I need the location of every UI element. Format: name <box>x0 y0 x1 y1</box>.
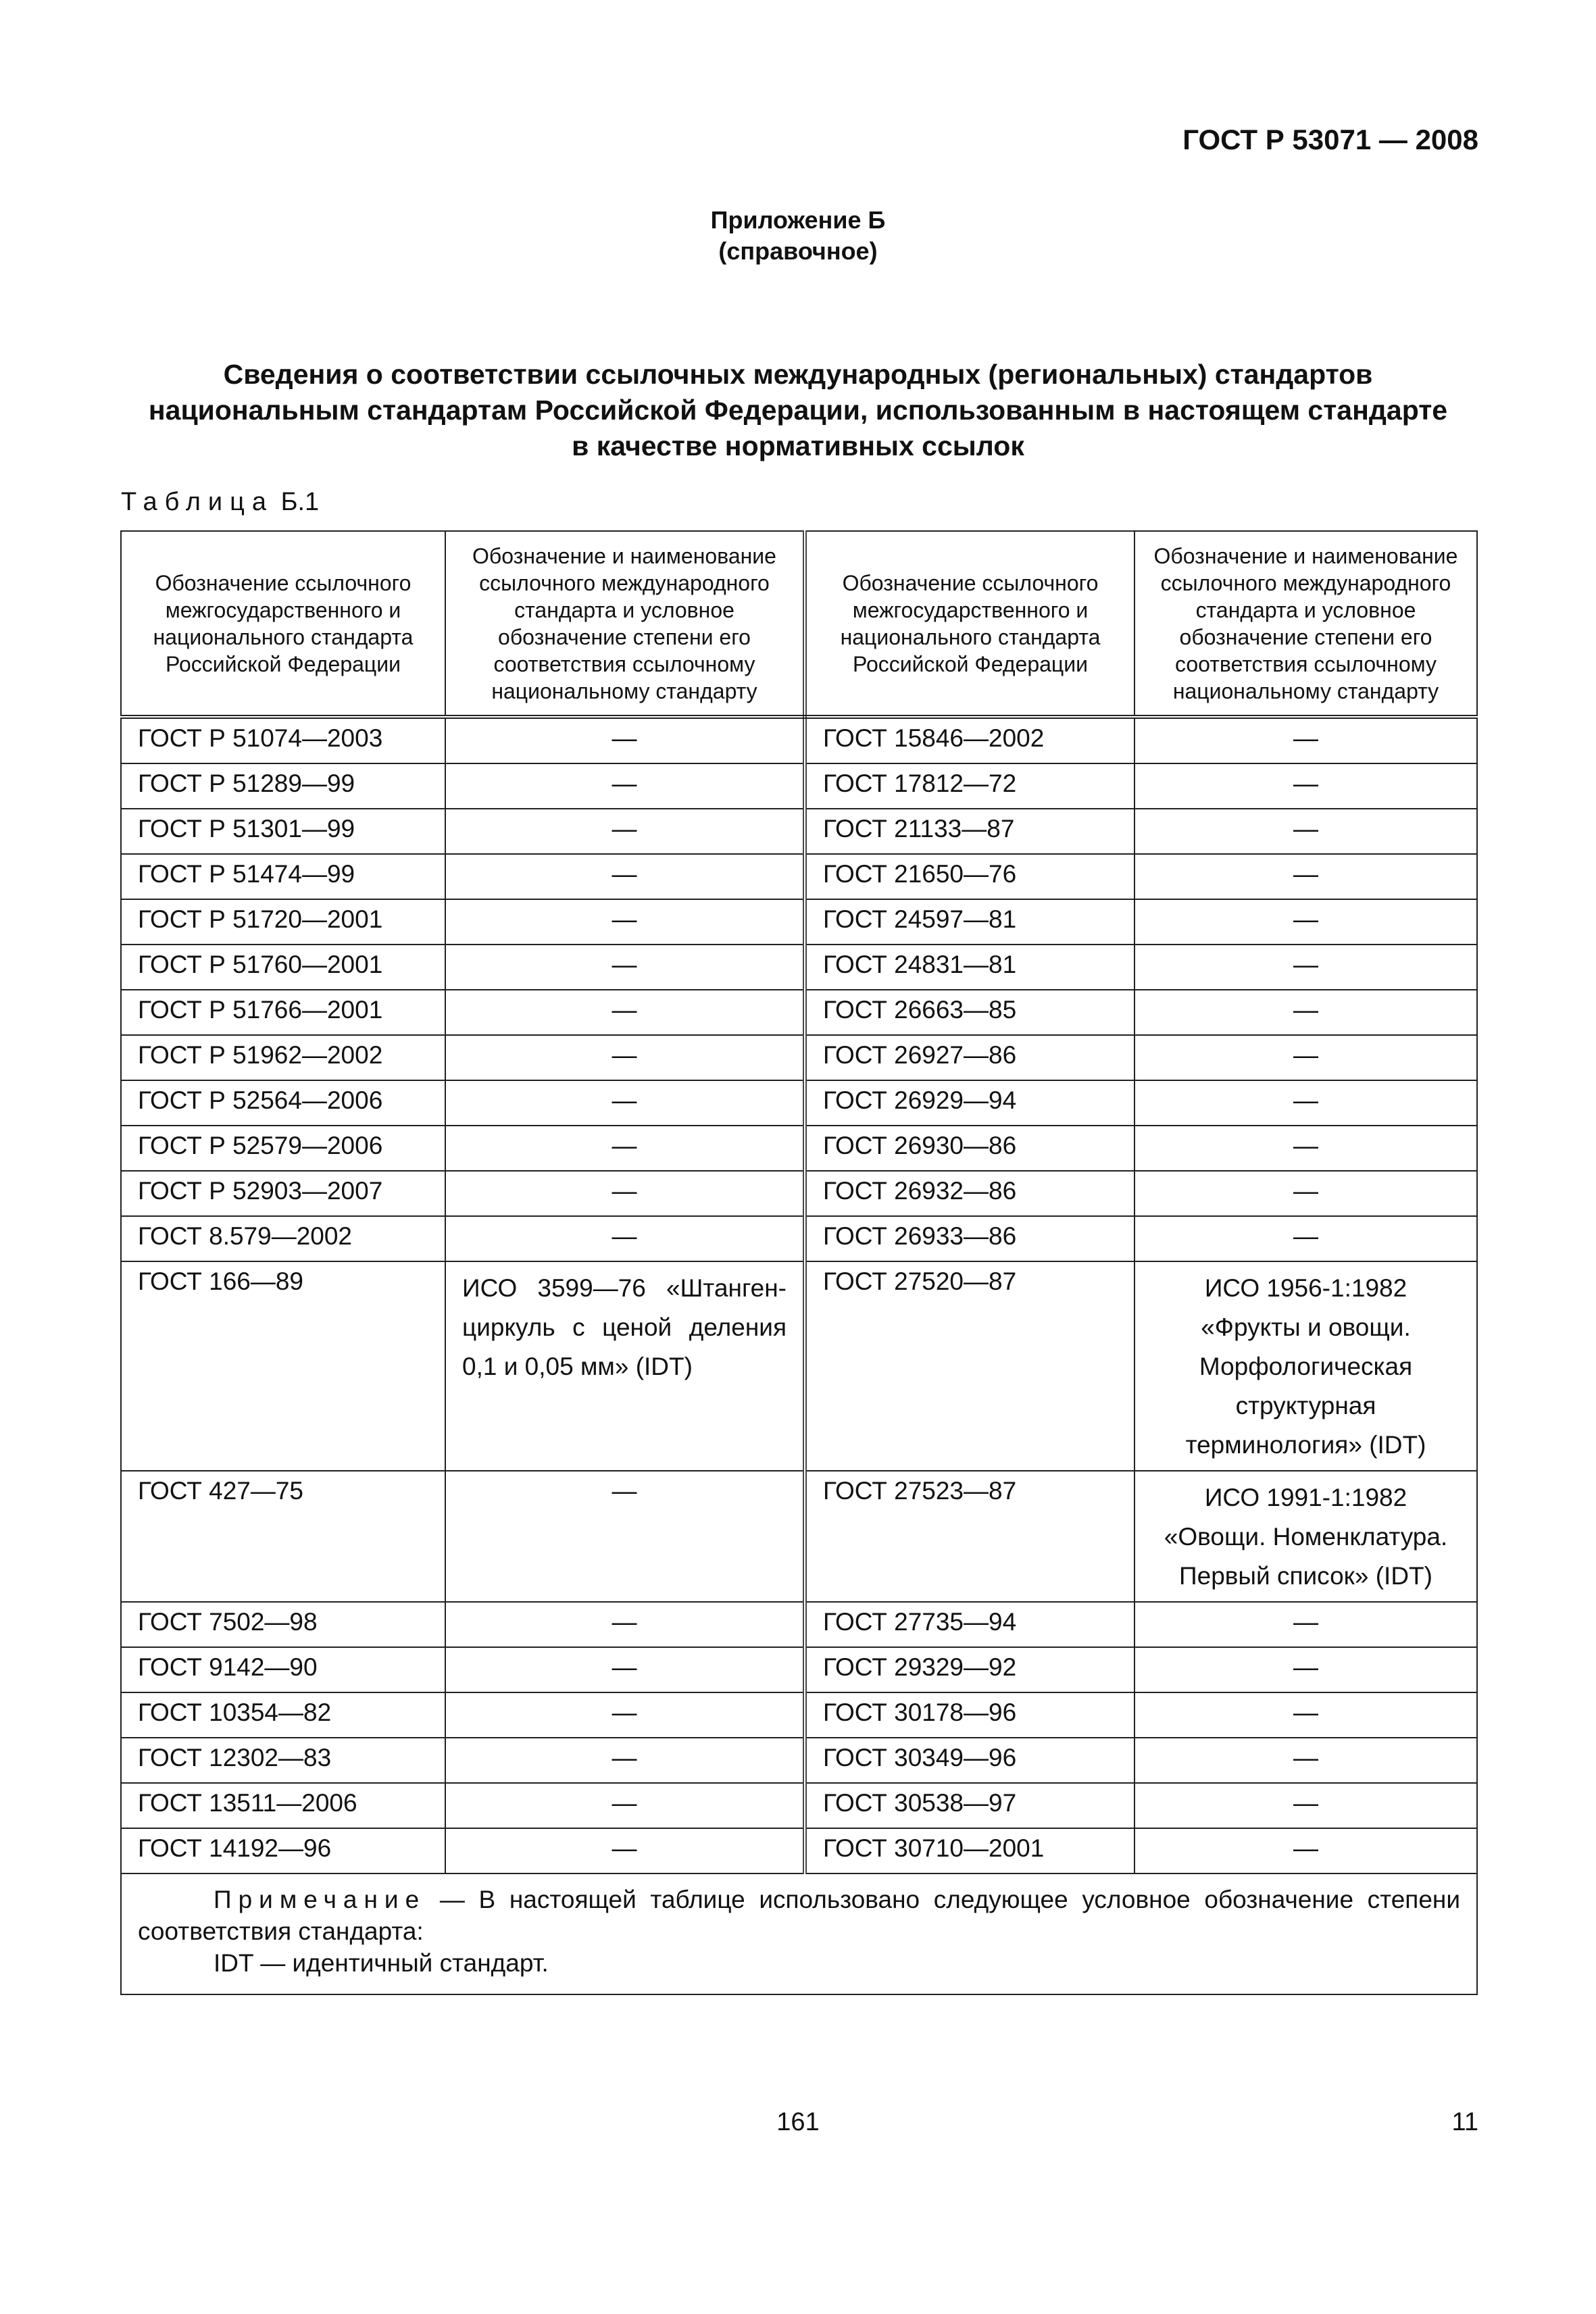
standard-code-cell: ГОСТ 166—89 <box>121 1261 445 1471</box>
table-row <box>121 899 1477 945</box>
table-row <box>121 1828 1477 1873</box>
table-row <box>121 1692 1477 1738</box>
standard-code-cell: ГОСТ 26927—86 <box>805 1035 1134 1080</box>
standard-code-cell: ГОСТ Р 51474—99 <box>121 854 445 899</box>
table-row <box>121 1080 1477 1126</box>
international-standard-cell: — <box>445 717 805 763</box>
table-header-row <box>121 531 1477 717</box>
international-standard-cell: ИСО 3599—76 «Штанген-циркуль с ценой деления 0,1 и 0,05 мм» (IDT) <box>445 1261 805 1471</box>
standard-code-cell: ГОСТ 24597—81 <box>805 899 1134 945</box>
header-cell: Обозначение и наименование ссылочного международного стандарта и условное обозначение степени его соответствия ссылочному национальному стандарту <box>1134 531 1477 717</box>
standard-code-cell: ГОСТ Р 51962—2002 <box>121 1035 445 1080</box>
note-heading: Примечание <box>214 1886 426 1913</box>
standard-code-cell: ГОСТ 30349—96 <box>805 1738 1134 1783</box>
section-title <box>122 357 1474 464</box>
table-row <box>121 1171 1477 1216</box>
table-row <box>121 1647 1477 1692</box>
international-standard-cell: — <box>1134 854 1477 899</box>
standard-code-cell: ГОСТ 27735—94 <box>805 1602 1134 1647</box>
standard-code-cell: ГОСТ 9142—90 <box>121 1647 445 1692</box>
table-row <box>121 1216 1477 1261</box>
international-standard-cell: — <box>1134 1783 1477 1828</box>
table-row <box>121 1738 1477 1783</box>
international-standard-cell: — <box>445 854 805 899</box>
international-standard-cell: ИСО 1991-1:1982 «Овощи. Номенклатура. Первый список» (IDT) <box>1134 1471 1477 1602</box>
international-standard-cell: — <box>1134 1171 1477 1216</box>
note-text: — В настоящей таблице использовано следующее условное обозначение степени соответствия стандарта: <box>138 1886 1461 1945</box>
table-caption <box>121 488 319 517</box>
table-row <box>121 1126 1477 1171</box>
table-row <box>121 1471 1477 1602</box>
table-row <box>121 717 1477 763</box>
international-standard-cell: — <box>1134 945 1477 990</box>
page-number-right: 11 <box>1451 2108 1478 2136</box>
standard-code-cell: ГОСТ 27520—87 <box>805 1261 1134 1471</box>
international-standard-cell: — <box>445 899 805 945</box>
international-standard-cell: — <box>1134 1216 1477 1261</box>
standard-code-cell: ГОСТ 12302—83 <box>121 1738 445 1783</box>
standard-code-cell: ГОСТ 17812—72 <box>805 763 1134 809</box>
table-row <box>121 1602 1477 1647</box>
standard-code-cell: ГОСТ 427—75 <box>121 1471 445 1602</box>
standard-code-cell: ГОСТ 26930—86 <box>805 1126 1134 1171</box>
table-row <box>121 1035 1477 1080</box>
title-line-3: в качестве нормативных ссылок <box>572 430 1024 461</box>
international-standard-cell: — <box>1134 809 1477 854</box>
standard-code-cell: ГОСТ 13511—2006 <box>121 1783 445 1828</box>
standards-table <box>120 530 1478 1995</box>
international-standard-cell: — <box>445 809 805 854</box>
standard-code-cell: ГОСТ Р 51289—99 <box>121 763 445 809</box>
international-standard-cell: — <box>445 1216 805 1261</box>
appendix-type: (справочное) <box>718 237 878 265</box>
table-row <box>121 1783 1477 1828</box>
appendix-heading <box>0 205 1596 267</box>
standard-code-cell: ГОСТ Р 52564—2006 <box>121 1080 445 1126</box>
international-standard-cell: — <box>445 1035 805 1080</box>
international-standard-cell: — <box>1134 1738 1477 1783</box>
standard-code-cell: ГОСТ Р 51720—2001 <box>121 899 445 945</box>
standard-code-cell: ГОСТ Р 51301—99 <box>121 809 445 854</box>
standard-code-cell: ГОСТ 10354—82 <box>121 1692 445 1738</box>
table-note-row <box>121 1873 1477 1994</box>
standard-code-cell: ГОСТ 30710—2001 <box>805 1828 1134 1873</box>
appendix-title: Приложение Б <box>710 206 886 234</box>
page-number-center: 161 <box>776 2108 820 2136</box>
table-row <box>121 854 1477 899</box>
standard-code-cell: ГОСТ 15846—2002 <box>805 717 1134 763</box>
international-standard-cell: — <box>445 1828 805 1873</box>
table-caption-word: Таблица <box>121 488 274 516</box>
international-standard-cell: — <box>1134 1647 1477 1692</box>
international-standard-cell: — <box>445 1080 805 1126</box>
table-row <box>121 763 1477 809</box>
standard-code-cell: ГОСТ 30538—97 <box>805 1783 1134 1828</box>
standard-code-cell: ГОСТ 26933—86 <box>805 1216 1134 1261</box>
international-standard-cell: — <box>1134 1692 1477 1738</box>
international-standard-cell: — <box>1134 1035 1477 1080</box>
international-standard-cell: — <box>445 1126 805 1171</box>
standard-code-cell: ГОСТ 21133—87 <box>805 809 1134 854</box>
table-note <box>121 1873 1477 1994</box>
international-standard-cell: — <box>1134 717 1477 763</box>
standard-code-cell: ГОСТ 8.579—2002 <box>121 1216 445 1261</box>
international-standard-cell: — <box>445 1647 805 1692</box>
title-line-2: национальным стандартам Российской Федерации, использованным в настоящем стандарте <box>148 395 1448 426</box>
international-standard-cell: — <box>445 990 805 1035</box>
table-row <box>121 990 1477 1035</box>
document-code: ГОСТ Р 53071 — 2008 <box>1182 124 1478 155</box>
international-standard-cell: — <box>1134 990 1477 1035</box>
standard-code-cell: ГОСТ 30178—96 <box>805 1692 1134 1738</box>
standard-code-cell: ГОСТ 27523—87 <box>805 1471 1134 1602</box>
table-row <box>121 809 1477 854</box>
note-definition: IDT — идентичный стандарт. <box>214 1949 549 1977</box>
standard-code-cell: ГОСТ Р 51760—2001 <box>121 945 445 990</box>
international-standard-cell: — <box>445 763 805 809</box>
international-standard-cell: — <box>1134 1080 1477 1126</box>
international-standard-cell: — <box>445 1783 805 1828</box>
standard-code-cell: ГОСТ 24831—81 <box>805 945 1134 990</box>
international-standard-cell: — <box>1134 1828 1477 1873</box>
international-standard-cell: ИСО 1956-1:1982 «Фрукты и овощи. Морфологическая структурная терминология» (IDT) <box>1134 1261 1477 1471</box>
international-standard-cell: — <box>1134 763 1477 809</box>
table-caption-number: Б.1 <box>280 488 320 516</box>
international-standard-cell: — <box>445 1692 805 1738</box>
standard-code-cell: ГОСТ 26663—85 <box>805 990 1134 1035</box>
standard-code-cell: ГОСТ 7502—98 <box>121 1602 445 1647</box>
standard-code-cell: ГОСТ Р 51766—2001 <box>121 990 445 1035</box>
header-cell: Обозначение и наименование ссылочного международного стандарта и условное обозначение степени его соответствия ссылочному национальному стандарту <box>445 531 805 717</box>
international-standard-cell: — <box>445 1471 805 1602</box>
table-row <box>121 945 1477 990</box>
header-cell: Обозначение ссылочного межгосударственного и национального стандарта Российской Федерации <box>805 531 1134 717</box>
standard-code-cell: ГОСТ 26932—86 <box>805 1171 1134 1216</box>
international-standard-cell: — <box>445 1171 805 1216</box>
international-standard-cell: — <box>1134 1602 1477 1647</box>
international-standard-cell: — <box>445 945 805 990</box>
international-standard-cell: — <box>1134 1126 1477 1171</box>
standard-code-cell: ГОСТ Р 52903—2007 <box>121 1171 445 1216</box>
header-cell: Обозначение ссылочного межгосударственного и национального стандарта Российской Федерации <box>121 531 445 717</box>
standard-code-cell: ГОСТ 14192—96 <box>121 1828 445 1873</box>
international-standard-cell: — <box>1134 899 1477 945</box>
standard-code-cell: ГОСТ 21650—76 <box>805 854 1134 899</box>
title-line-1: Сведения о соответствии ссылочных международных (региональных) стандартов <box>223 359 1373 390</box>
standard-code-cell: ГОСТ 26929—94 <box>805 1080 1134 1126</box>
table-row <box>121 1261 1477 1471</box>
standard-code-cell: ГОСТ 29329—92 <box>805 1647 1134 1692</box>
standard-code-cell: ГОСТ Р 51074—2003 <box>121 717 445 763</box>
standard-code-cell: ГОСТ Р 52579—2006 <box>121 1126 445 1171</box>
international-standard-cell: — <box>445 1602 805 1647</box>
international-standard-cell: — <box>445 1738 805 1783</box>
